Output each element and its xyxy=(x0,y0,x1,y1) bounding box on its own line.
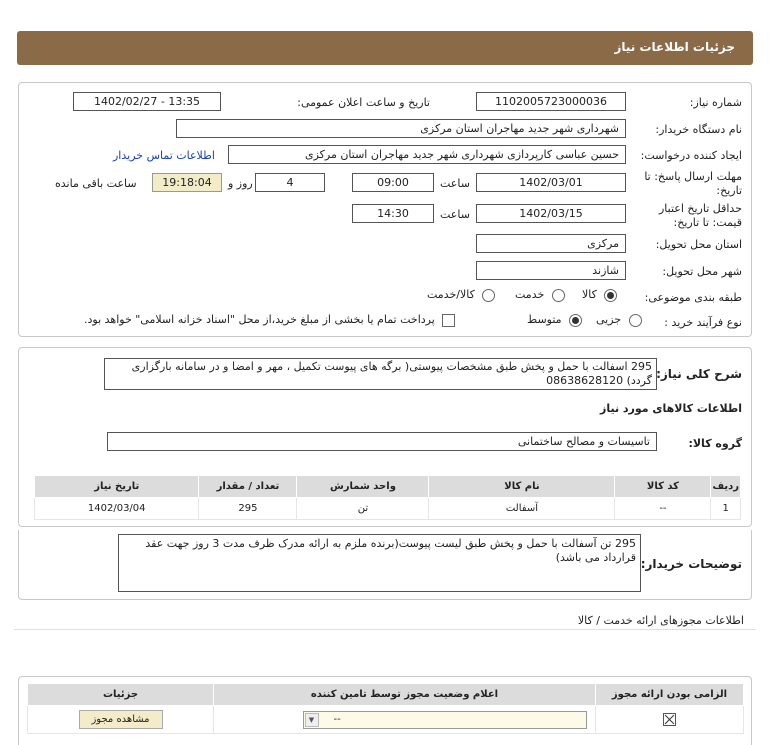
cell-required xyxy=(596,706,744,734)
announce-label: تاریخ و ساعت اعلان عمومی: xyxy=(297,96,430,109)
validity-label: حداقل تاریخ اعتبار xyxy=(658,202,742,215)
deadline-label-2: تاریخ: xyxy=(716,184,742,197)
permits-table xyxy=(27,683,744,734)
col-qty: تعداد / مقدار xyxy=(199,476,297,498)
days-field: 4 xyxy=(255,173,325,192)
deadline-time-label: ساعت xyxy=(440,177,470,190)
buyer-notes-text: 295 تن آسفالت با حمل و پخش طبق لیست پیوست(برنده ملزم به ارائه مدرک ظرف مدت 3 روز جهت عقد قرارداد می باشد) xyxy=(118,534,641,592)
need-number-field: 1102005723000036 xyxy=(476,92,626,111)
payment-note: پرداخت تمام یا بخشی از مبلغ خرید،از محل "اسناد خزانه اسلامی" خواهد بود. xyxy=(84,313,435,326)
cell-name: آسفالت xyxy=(429,498,615,520)
process-radio-medium[interactable] xyxy=(527,313,582,327)
category-radio-goods-service[interactable] xyxy=(427,288,495,302)
permits-title: اطلاعات مجوزهای ارائه خدمت / کالا xyxy=(577,614,744,627)
checked-box-icon xyxy=(663,713,676,726)
buyer-field: شهرداری شهر جدید مهاجران استان مرکزی xyxy=(176,119,626,138)
validity-label-2: قیمت: تا تاریخ: xyxy=(673,216,742,229)
col-details: جزئیات xyxy=(28,684,214,706)
radio-icon[interactable] xyxy=(629,314,642,327)
radio-icon[interactable] xyxy=(552,289,565,302)
category-label: طبقه بندی موضوعی: xyxy=(644,291,742,304)
col-name: نام کالا xyxy=(429,476,615,498)
view-permit-button[interactable]: مشاهده مجوز xyxy=(79,710,163,729)
province-label: استان محل تحویل: xyxy=(655,238,742,251)
status-select[interactable] xyxy=(303,711,587,729)
cell-status xyxy=(214,706,596,734)
col-date: تاریخ نیاز xyxy=(35,476,199,498)
cell-unit: تن xyxy=(297,498,429,520)
radio-icon[interactable] xyxy=(482,289,495,302)
permits-divider xyxy=(14,629,756,630)
city-field: شازند xyxy=(476,261,626,280)
cell-row: 1 xyxy=(711,498,741,520)
process-label: نوع فرآیند خرید : xyxy=(664,316,742,329)
contact-buyer-link[interactable]: اطلاعات تماس خریدار xyxy=(113,149,215,162)
header-bar xyxy=(17,31,753,65)
table-header-row xyxy=(35,476,741,498)
province-field: مرکزی xyxy=(476,234,626,253)
summary-text: 295 اسفالت با حمل و پخش طبق مشخصات پیوستی( برگه های پیوست تکمیل ، مهر و امضا و در سامانه بارگزاری گردد) 08638628120 xyxy=(104,358,657,390)
col-status: اعلام وضعیت مجوز توسط تامین کننده xyxy=(214,684,596,706)
category-radio-goods[interactable] xyxy=(582,288,617,302)
cell-code: -- xyxy=(615,498,711,520)
radio-icon[interactable] xyxy=(604,289,617,302)
validity-time-label: ساعت xyxy=(440,208,470,221)
process-radio-minor[interactable] xyxy=(596,313,642,327)
category-radio-service[interactable] xyxy=(515,288,565,302)
creator-label: ایجاد کننده درخواست: xyxy=(640,149,742,162)
days-label: روز و xyxy=(228,177,253,190)
deadline-date-field: 1402/03/01 xyxy=(476,173,626,192)
cell-date: 1402/03/04 xyxy=(35,498,199,520)
city-label: شهر محل تحویل: xyxy=(662,265,742,278)
validity-time-field: 14:30 xyxy=(352,204,434,223)
cell-qty: 295 xyxy=(199,498,297,520)
table-header-row xyxy=(28,684,744,706)
need-number-label: شماره نیاز: xyxy=(689,96,742,109)
deadline-time-field: 09:00 xyxy=(352,173,434,192)
goods-table xyxy=(34,475,741,520)
col-row: ردیف xyxy=(711,476,741,498)
col-unit: واحد شمارش xyxy=(297,476,429,498)
select-value: -- xyxy=(333,713,341,725)
chevron-down-icon[interactable]: ▼ xyxy=(305,713,319,727)
checkbox-icon[interactable] xyxy=(442,314,455,327)
radio-label: جزیی xyxy=(596,313,622,326)
radio-label: متوسط xyxy=(527,313,562,326)
radio-label: کالا xyxy=(582,288,597,301)
buyer-label: نام دستگاه خریدار: xyxy=(655,123,742,136)
radio-label: کالا/خدمت xyxy=(427,288,475,301)
header-title: جزئیات اطلاعات نیاز xyxy=(614,40,735,54)
validity-date-field: 1402/03/15 xyxy=(476,204,626,223)
buyer-notes-label: توضیحات خریدار: xyxy=(640,557,742,571)
radio-label: خدمت xyxy=(515,288,545,301)
table-row xyxy=(28,706,744,734)
col-code: کد کالا xyxy=(615,476,711,498)
table-row xyxy=(35,498,741,520)
deadline-label: مهلت ارسال پاسخ: تا xyxy=(644,170,742,183)
radio-icon[interactable] xyxy=(569,314,582,327)
announce-field: 1402/02/27 - 13:35 xyxy=(73,92,221,111)
col-required: الزامی بودن ارائه مجوز xyxy=(596,684,744,706)
cell-details xyxy=(28,706,214,734)
remaining-time-field: 19:18:04 xyxy=(152,173,222,192)
remaining-label: ساعت باقی مانده xyxy=(55,177,137,190)
goods-group-label: گروه کالا: xyxy=(688,437,742,450)
goods-section-title: اطلاعات کالاهای مورد نیاز xyxy=(600,402,742,415)
treasury-payment-checkbox[interactable] xyxy=(84,313,455,327)
creator-field: حسین عباسی کارپردازی شهرداری شهر جدید مهاجران استان مرکزی xyxy=(228,145,626,164)
summary-label: شرح کلی نیاز: xyxy=(656,367,742,381)
goods-group-field: تاسیسات و مصالح ساختمانی xyxy=(107,432,657,451)
